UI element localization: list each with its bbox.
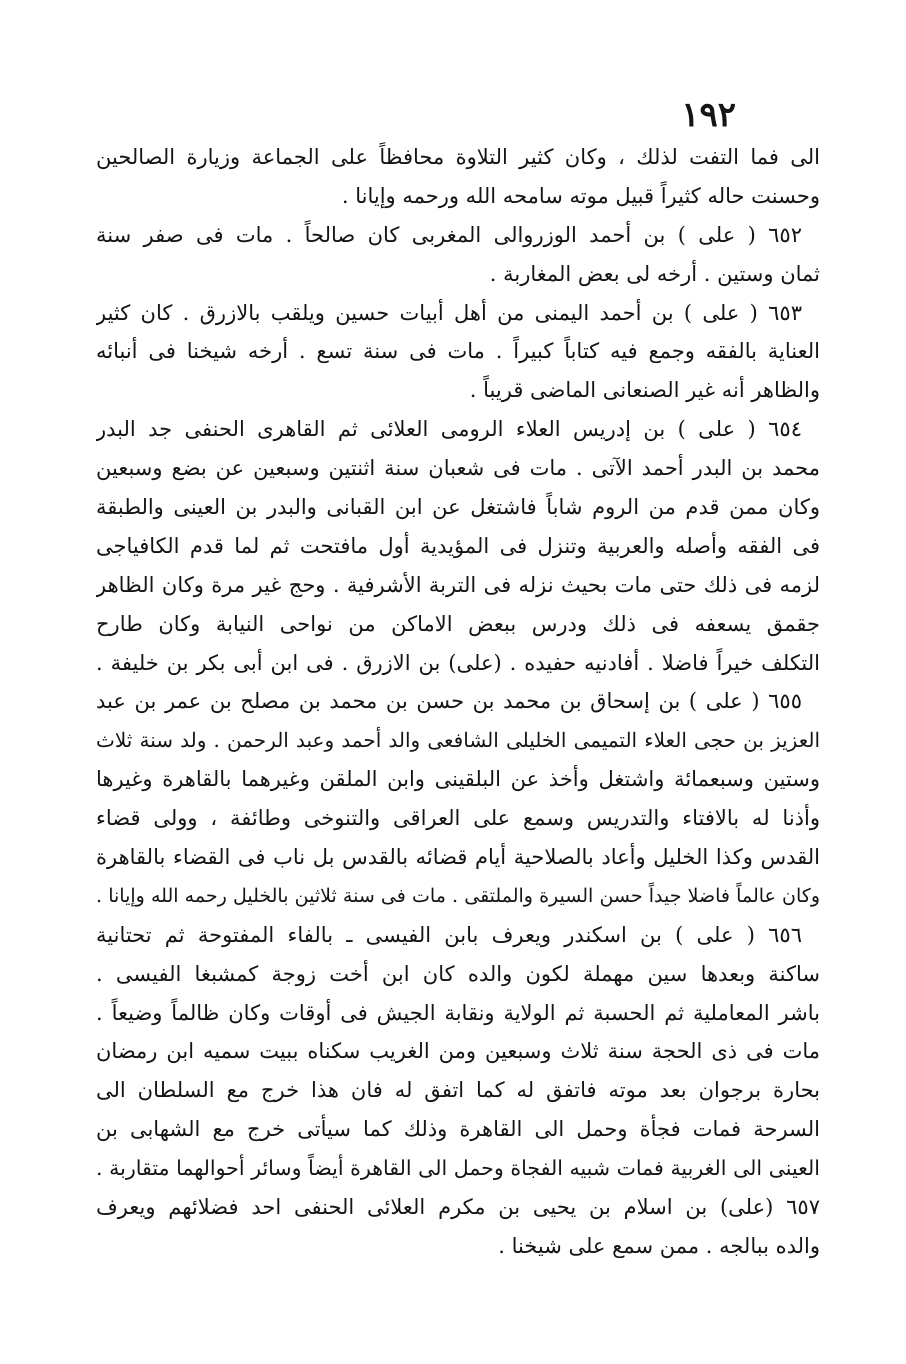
text-line: وكان عالماً فاضلا جيداً حسن السيرة والملتقى . مات فى سنة ثلاثين بالخليل رحمه الله وإيانا . bbox=[96, 884, 820, 907]
text-line: العينى الى الغربية فمات شبيه الفجاة وحمل الى القاهرة أيضاً وسائر أحوالهما متقاربة . bbox=[96, 1156, 820, 1181]
text-line: والظاهر أنه غير الصنعانى الماضى قريباً . bbox=[469, 378, 820, 403]
text-line: بحارة برجوان بعد موته فاتفق له كما اتفق له فان هذا خرج مع السلطان الى bbox=[96, 1078, 820, 1103]
text-line: ثمان وستين . أرخه لى بعض المغاربة . bbox=[489, 261, 820, 286]
text-line: وأذنا له بالافتاء والتدريس وسمع على العراقى والتنوخى وطائفة ، وولى قضاء bbox=[96, 806, 820, 831]
text-line: العزيز بن حجى العلاء التميمى الخليلى الشافعى والد أحمد وعبد الرحمن . ولد سنة ثلاث bbox=[96, 728, 820, 753]
text-line: ٦٥٣ ( على ) بن أحمد اليمنى من أهل أبيات حسين ويلقب بالازرق . كان كثير bbox=[96, 300, 802, 325]
body-text bbox=[96, 138, 820, 1266]
text-line: العناية بالفقه وجمع فيه كتاباً كبيراً . مات فى سنة تسع . أرخه شيخنا فى أنبائه bbox=[96, 339, 820, 364]
text-line: ٦٥٤ ( على ) بن إدريس العلاء الرومى العلائى ثم القاهرى الحنفى جد البدر bbox=[96, 417, 802, 442]
text-line: ٦٥٢ ( على ) بن أحمد الوزروالى المغربى كان صالحاً . مات فى صفر سنة bbox=[96, 222, 802, 247]
text-line: فى الفقه وأصله والعربية وتنزل فى المؤيدية أول مافتحت ثم لما قدم الكافياجى bbox=[96, 533, 820, 558]
text-line: التكلف خيراً فاضلا . أفادنيه حفيده . (على) بن الازرق . فى ابن أبى بكر بن خليفة . bbox=[96, 650, 820, 675]
text-line: جقمق يسعفه فى ذلك ودرس ببعض الاماكن من نواحى النيابة وكان طارح bbox=[96, 611, 820, 636]
text-line: باشر المعاملية ثم الحسبة ثم الولاية ونقابة الجيش فى أوقات وكان ظالماً وضيعاً . bbox=[96, 1000, 820, 1025]
text-line: والده ببالجه . ممن سمع على شيخنا . bbox=[498, 1233, 820, 1258]
text-line: لزمه فى ذلك حتى مات بحيث نزله فى التربة الأشرفية . وحج غير مرة وكان الظاهر bbox=[96, 572, 820, 597]
text-line: ٦٥٥ ( على ) بن إسحاق بن محمد بن حسن بن محمد بن مصلح بن عمر بن عبد bbox=[96, 689, 802, 714]
text-line: السرحة فمات فجأة وحمل الى القاهرة وذلك كما سيأتى خرج مع الشهابى بن bbox=[96, 1117, 820, 1142]
text-line: مات فى ذى الحجة سنة ثلاث وسبعين ومن الغريب سكناه ببيت سميه ابن رمضان bbox=[96, 1039, 820, 1064]
text-line: ٦٥٦ ( على ) بن اسكندر ويعرف بابن الفيسى ـ بالفاء المفتوحة ثم تحتانية bbox=[96, 922, 802, 947]
text-line: ساكنة وبعدها سين مهملة لكون والده كان ابن أخت زوجة كمشبغا الفيسى . bbox=[96, 961, 820, 986]
text-line: وكان ممن قدم من الروم شاباً فاشتغل عن ابن القبانى والبدر بن العينى والطبقة bbox=[96, 495, 820, 520]
text-line: ٦٥٧ (على) بن اسلام بن يحيى بن مكرم العلائى الحنفى احد فضلائهم ويعرف bbox=[96, 1195, 820, 1220]
text-line: محمد بن البدر أحمد الآتى . مات فى شعبان سنة اثنتين وسبعين عن بضع وسبعين bbox=[96, 456, 820, 481]
page-number: ١٩٢ bbox=[681, 95, 736, 135]
text-line: القدس وكذا الخليل وأعاد بالصلاحية أيام قضائه بالقدس بل ناب فى القضاء بالقاهرة bbox=[96, 845, 820, 870]
text-line: وستين وسبعمائة واشتغل وأخذ عن البلقينى وابن الملقن وغيرهما بالقاهرة وغيرها bbox=[96, 767, 820, 792]
text-line: وحسنت حاله كثيراً قبيل موته سامحه الله ورحمه وإيانا . bbox=[341, 183, 820, 208]
text-line: الى فما التفت لذلك ، وكان كثير التلاوة محافظاً على الجماعة وزيارة الصالحين bbox=[96, 145, 820, 169]
